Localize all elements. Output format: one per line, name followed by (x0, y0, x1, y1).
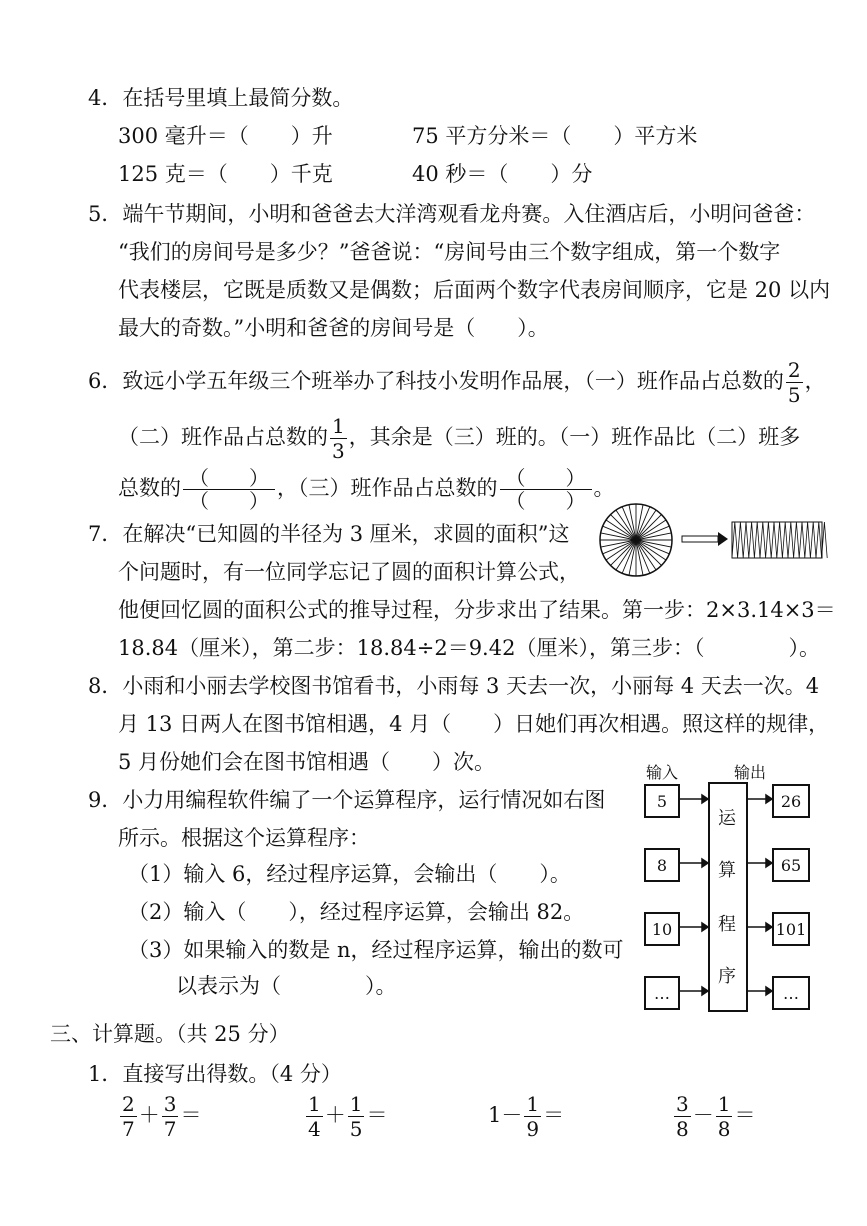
fraction-denominator: （ ） (505, 489, 586, 513)
output-label: 输出 (734, 763, 767, 782)
rearranged-strip-icon (732, 522, 827, 558)
fraction (716, 1094, 733, 1139)
expression-4 (672, 1094, 755, 1139)
q7-line-2: 个问题时，有一位同学忘记了圆的面积计算公式， (118, 560, 580, 584)
fraction-numerator: 1 (308, 1092, 321, 1116)
fraction-numerator: （ ） (500, 467, 592, 490)
q7-line-1: 7．在解决“已知圆的半径为 3 厘米，求圆的面积”这 (88, 522, 570, 546)
operator: － (501, 1103, 523, 1127)
q5-line-1: 5．端午节期间，小明和爸爸去大洋湾观看龙舟赛。入住酒店后，小明问爸爸： (88, 202, 816, 226)
fraction-numerator: （ ） (183, 467, 275, 490)
fraction-numerator: 1 (349, 1092, 363, 1116)
sectored-circle-icon (600, 504, 672, 576)
fraction-numerator: 2 (122, 1092, 135, 1116)
q4-item-a: 300 毫升＝（ ）升 (118, 124, 333, 148)
q6-line-1 (88, 360, 826, 405)
q9-line-3: （1）输入 6，经过程序运算，会输出（ ）。 (128, 862, 571, 886)
equals-sign: ＝ (366, 1103, 388, 1127)
fraction-numerator: 3 (676, 1092, 689, 1116)
fraction-denominator: 7 (163, 1117, 177, 1141)
q9-line-1: 9．小力用编程软件编了一个运算程序，运行情况如右图 (88, 788, 606, 812)
diagram-arrows (676, 780, 776, 1012)
q4-title: 4．在括号里填上最简分数。 (88, 86, 354, 110)
q5-line-3: 代表楼层，它既是质数又是偶数；后面两个数字代表房间顺序，它是 20 以内 (118, 278, 831, 302)
q6-line-2-text-b: ，其余是（三）班的。（一）班作品比（二）班多 (348, 425, 801, 449)
section-3-title: 三、计算题。（共 25 分） (50, 1022, 290, 1046)
fraction-numerator: 1 (526, 1092, 540, 1116)
equals-sign: ＝ (543, 1103, 565, 1127)
q6-line-3-text-a: 总数的 (118, 476, 181, 500)
fraction (674, 1094, 691, 1139)
program-char: 序 (718, 966, 736, 987)
q6-line-3 (118, 467, 615, 512)
q4-item-d: 40 秒＝（ ）分 (412, 162, 593, 186)
fraction (306, 1094, 323, 1139)
q9-line-4: （2）输入（ ），经过程序运算，会输出 82。 (128, 900, 585, 924)
fraction-denominator: （ ） (189, 489, 269, 513)
output-box: 101 (772, 912, 810, 946)
output-box: 65 (772, 848, 810, 882)
q5-line-4: 最大的奇数。”小明和爸爸的房间号是（ ）。 (118, 316, 549, 340)
operator: ＋ (324, 1103, 346, 1127)
right-arrow-icon (682, 532, 728, 546)
q6-line-3-text-b: ，（三）班作品占总数的 (277, 476, 498, 500)
q6-line-1-text: 6．致远小学五年级三个班举办了科技小发明作品展，（一）班作品占总数的 (88, 369, 784, 393)
q8-line-3: 5 月份她们会在图书馆相遇（ ）次。 (118, 750, 496, 774)
q6-line-2-text-a: （二）班作品占总数的 (118, 425, 328, 449)
whole-number: 1 (488, 1103, 502, 1127)
equals-sign: ＝ (734, 1103, 756, 1127)
q4-item-b: 75 平方分米＝（ ）平方米 (412, 124, 698, 148)
fraction (162, 1094, 179, 1139)
q6-end-period: 。 (593, 476, 615, 500)
expression-3 (488, 1094, 564, 1139)
fraction-2-5 (786, 360, 803, 405)
fraction-denominator: 5 (349, 1117, 363, 1141)
q7-line-4: 18.84（厘米），第二步：18.84÷2＝9.42（厘米），第三步：（ ）。 (118, 636, 820, 660)
circle-area-derivation-figure (598, 498, 828, 584)
fraction-denominator: 8 (717, 1117, 731, 1141)
fraction-numerator: 2 (787, 358, 801, 382)
fraction-numerator: 1 (332, 414, 345, 438)
equals-sign: ＝ (180, 1103, 202, 1127)
fraction-denominator: 9 (526, 1117, 540, 1141)
expression-1 (118, 1094, 201, 1139)
fraction-numerator: 3 (163, 1092, 177, 1116)
blank-fraction-answer-1[interactable] (183, 467, 275, 512)
fraction-1-3 (330, 416, 347, 461)
fraction (348, 1094, 365, 1139)
fraction-denominator: 3 (332, 439, 345, 463)
program-char: 算 (718, 860, 736, 881)
q9-line-2: 所示。根据这个运算程序： (118, 826, 370, 850)
input-box: 5 (644, 784, 680, 818)
fraction (524, 1094, 541, 1139)
q5-line-2: “我们的房间号是多少？”爸爸说：“房间号由三个数字组成，第一个数字 (118, 240, 781, 264)
fraction (120, 1094, 137, 1139)
q8-line-1: 8．小雨和小丽去学校图书馆看书，小雨每 3 天去一次，小丽每 4 天去一次。4 (88, 674, 820, 698)
blank-fraction-answer-2[interactable] (500, 467, 592, 512)
input-box: … (644, 976, 680, 1010)
fraction-denominator: 8 (676, 1117, 689, 1141)
input-label: 输入 (646, 763, 679, 782)
operator: － (692, 1103, 714, 1127)
q6-comma: ， (804, 369, 826, 393)
program-char: 运 (718, 808, 736, 829)
fraction-denominator: 4 (308, 1117, 321, 1141)
expression-2 (304, 1094, 387, 1139)
program-char: 程 (718, 914, 736, 935)
input-box: 10 (644, 912, 680, 946)
section-3-q1-title: 1．直接写出得数。（4 分） (88, 1062, 342, 1086)
q9-line-6: 以表示为（ ）。 (176, 974, 397, 998)
output-box: … (772, 976, 810, 1010)
fraction-denominator: 7 (122, 1117, 135, 1141)
operator: ＋ (138, 1103, 160, 1127)
q9-line-5: （3）如果输入的数是 n，经过程序运算，输出的数可 (128, 938, 624, 962)
q6-line-2 (118, 416, 800, 461)
q7-line-3: 他便回忆圆的面积公式的推导过程，分步求出了结果。第一步：2×3.14×3＝ (118, 598, 836, 622)
fraction-numerator: 1 (717, 1092, 731, 1116)
q8-line-2: 月 13 日两人在图书馆相遇，4 月（ ）日她们再次相遇。照这样的规律， (118, 712, 830, 736)
input-box: 8 (644, 848, 680, 882)
output-box: 26 (772, 784, 810, 818)
q4-item-c: 125 克＝（ ）千克 (118, 162, 333, 186)
fraction-denominator: 5 (787, 383, 801, 407)
